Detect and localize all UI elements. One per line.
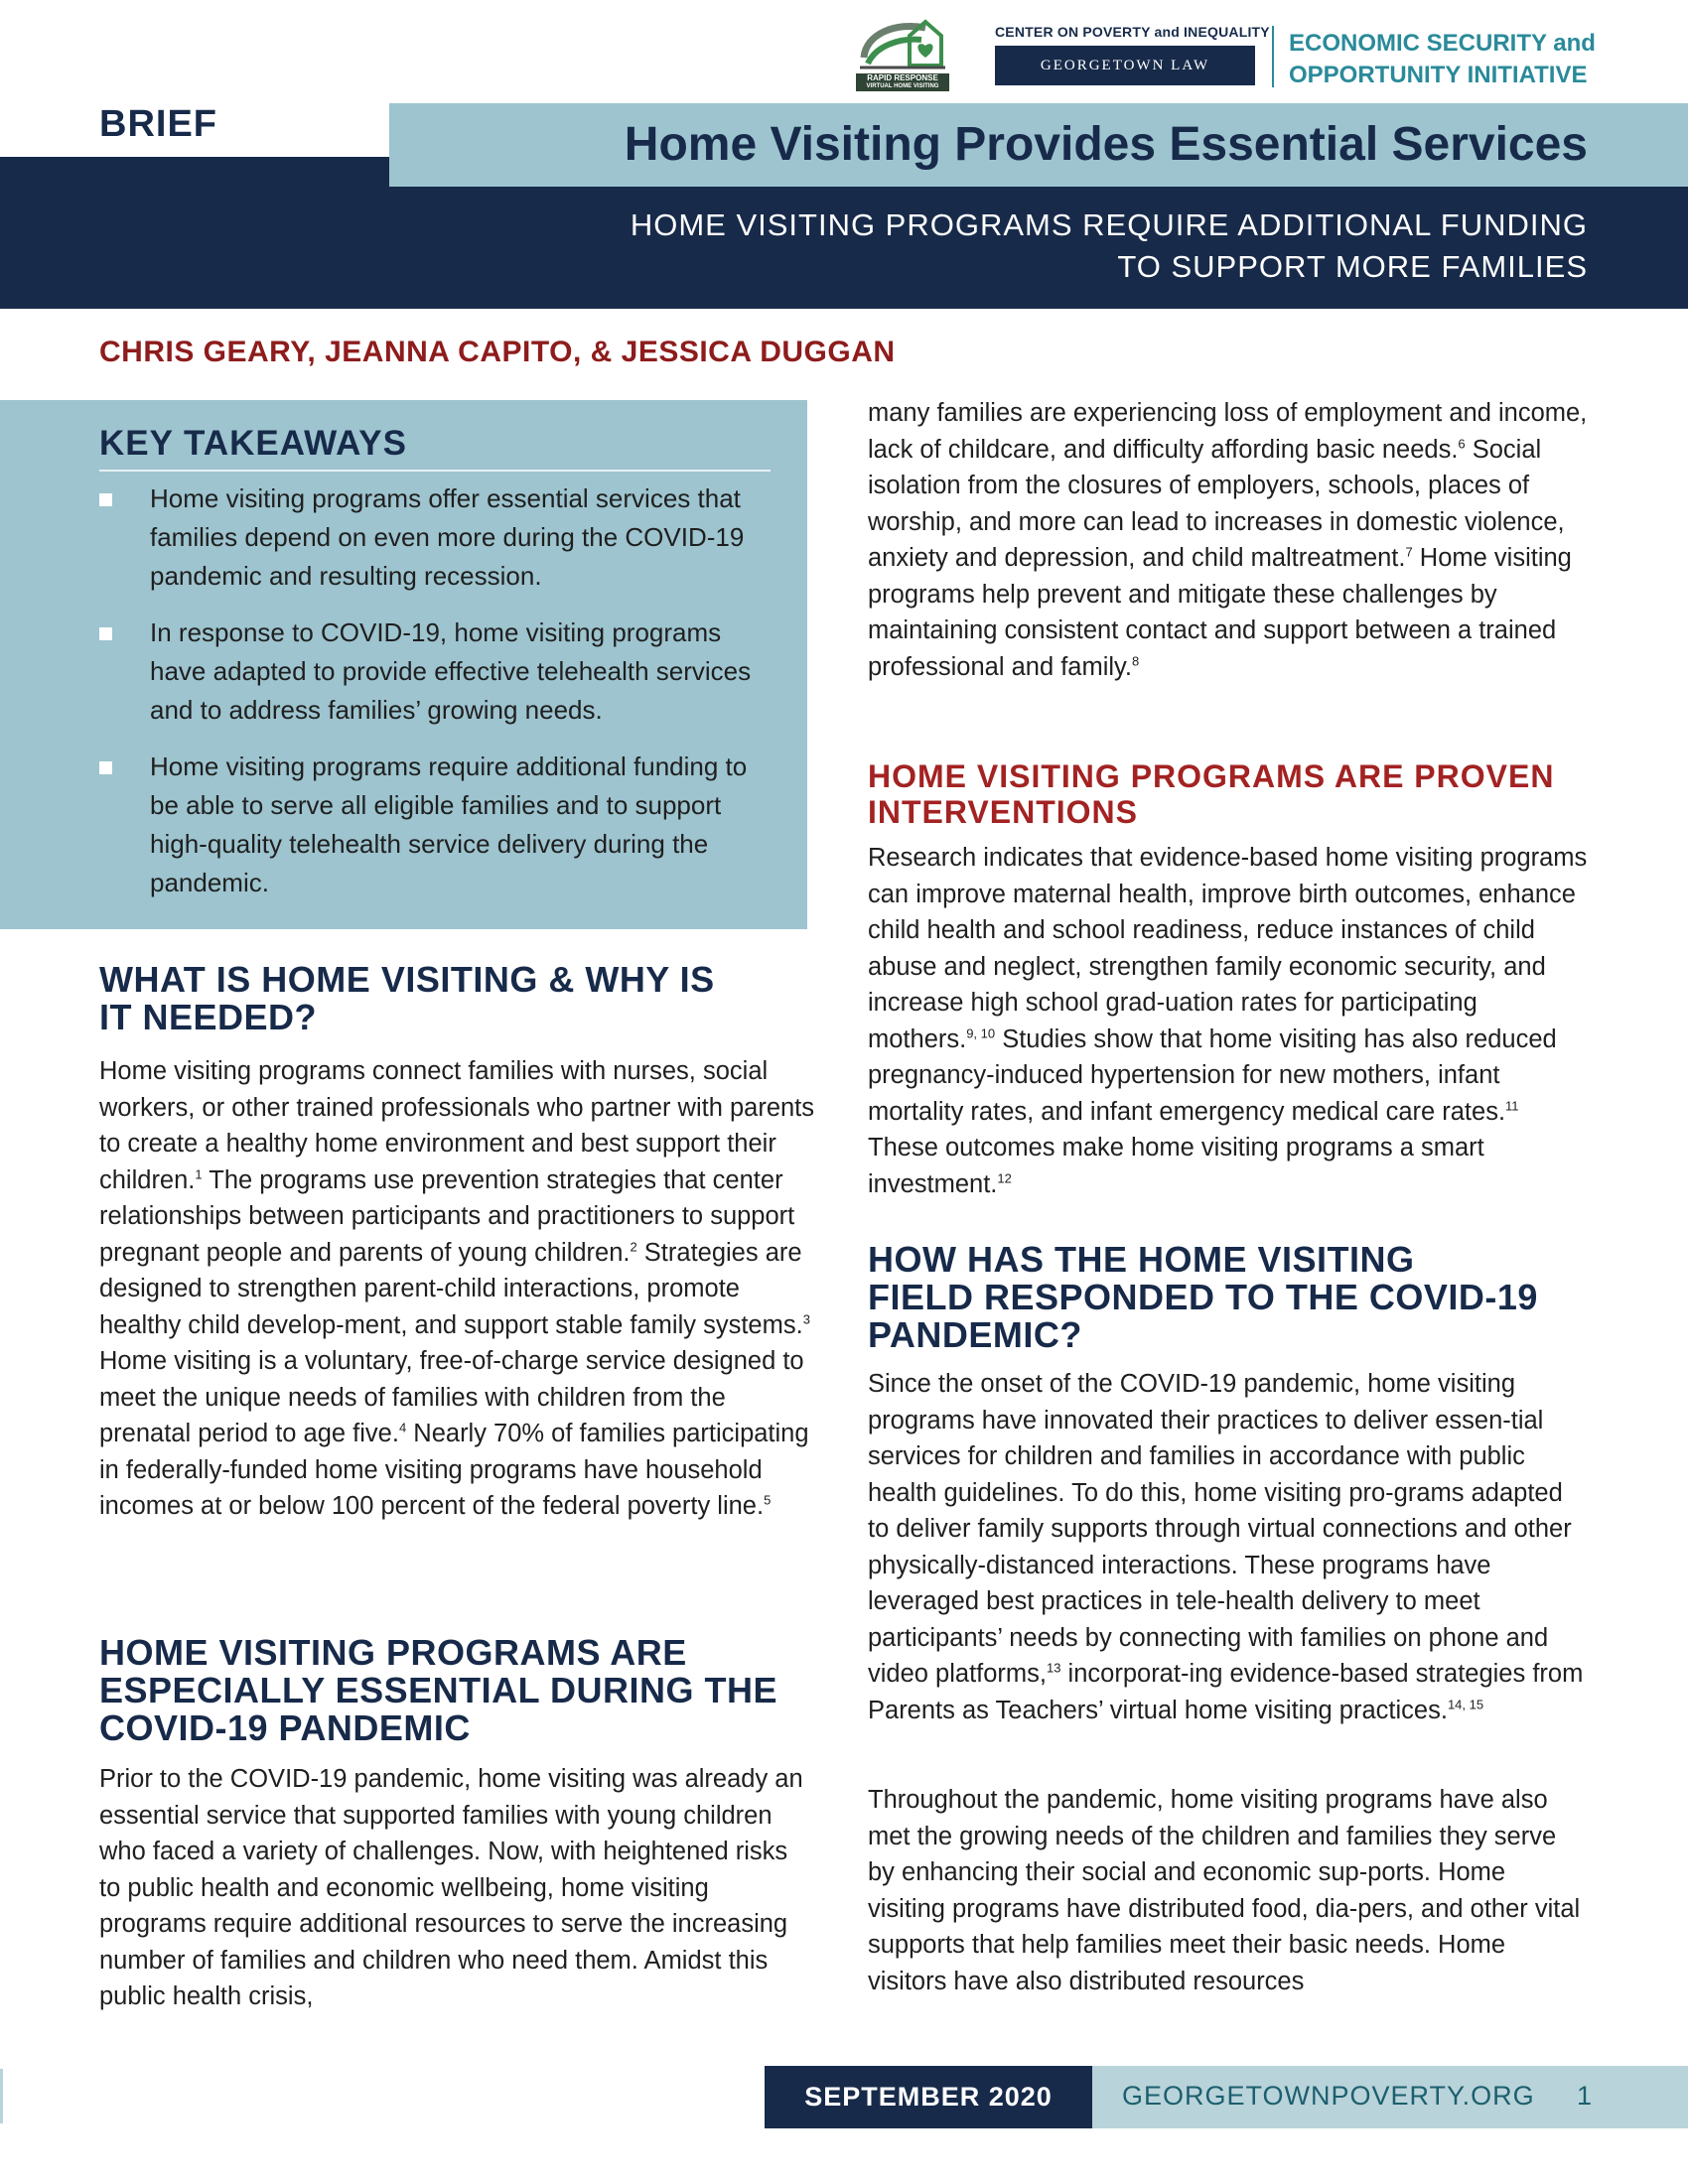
esoi-logo-line1: ECONOMIC SECURITY and xyxy=(1289,30,1596,57)
footnote-ref: 9, 10 xyxy=(966,1025,996,1040)
takeaway-text: Home visiting programs offer essential services that families depend on even more during the COVID-19 pandemic and resulting recession. xyxy=(150,483,745,591)
cpi-logo-title: CENTER ON POVERTY and INEQUALITY xyxy=(995,24,1270,40)
heading-line: ESPECIALLY ESSENTIAL DURING THE xyxy=(99,1670,777,1710)
paragraph-growing-needs: Throughout the pandemic, home visiting programs have also met the growing needs of the children and families they serve by enhancing their social and economic sup-ports. Home visiting programs have distributed food, dia-pers, and other vital supports that help families meet their basic needs. Home visitors have also distributed resources xyxy=(868,1786,1581,1995)
subtitle-line-1: HOME VISITING PROGRAMS REQUIRE ADDITIONAL FUNDING xyxy=(630,207,1588,242)
footnote-ref: 7 xyxy=(1405,544,1413,560)
square-bullet-icon xyxy=(99,493,112,506)
section-heading-especially-essential xyxy=(99,1634,834,1747)
takeaway-text: Home visiting programs require additional funding to be able to serve all eligible families and to support high-quality telehealth service delivery during the pandemic. xyxy=(150,751,748,897)
section-heading-what-is-home-visiting xyxy=(99,961,814,1036)
heading-line: HOME VISITING PROGRAMS ARE xyxy=(99,1632,687,1673)
text-run: Home visiting programs help prevent and mitigate these challenges by maintaining consistent contact and support between a trained professional and family. xyxy=(868,544,1572,681)
footer-band xyxy=(1092,2066,1688,2128)
paragraph-proven-interventions xyxy=(868,840,1589,1202)
takeaway-text: In response to COVID-19, home visiting programs have adapted to provide effective telehealth services and to address families’ growing needs. xyxy=(150,617,752,725)
text-run: The programs use prevention strategies that center relationships between participants and practitioners to support pregnant people and parents of young children. xyxy=(99,1165,795,1267)
key-takeaways-heading: KEY TAKEAWAYS xyxy=(99,424,407,463)
rapid-response-subcaption: VIRTUAL HOME VISITING xyxy=(866,83,939,89)
section-heading-field-responded xyxy=(868,1241,1589,1354)
heading-line: IT NEEDED? xyxy=(99,997,318,1037)
heading-line: HOW HAS THE HOME VISITING xyxy=(868,1239,1415,1280)
key-takeaways-list xyxy=(99,479,774,920)
key-takeaways-box xyxy=(0,400,807,929)
footnote-ref: 12 xyxy=(997,1170,1012,1185)
square-bullet-icon xyxy=(99,627,112,640)
footnote-ref: 4 xyxy=(398,1420,407,1435)
center-on-poverty-logo xyxy=(995,24,1270,85)
page-number: 1 xyxy=(1577,2081,1593,2111)
heading-line: INTERVENTIONS xyxy=(868,794,1138,830)
square-bullet-icon xyxy=(99,761,112,774)
brief-label: BRIEF xyxy=(99,103,217,145)
text-run: incorporat-ing evidence-based strategies from Parents as Teachers’ virtual home visiting practices. xyxy=(868,1660,1584,1724)
text-run: Home visiting programs connect families with nurses, social workers, or other trained professionals who partner with parents to create a healthy home environment and best support their children. xyxy=(99,1057,815,1194)
paragraph-field-responded xyxy=(868,1366,1589,1728)
footnote-ref: 13 xyxy=(1047,1660,1061,1676)
footer-url-link[interactable]: GEORGETOWNPOVERTY.ORG xyxy=(1122,2081,1535,2111)
georgetown-law-bar: GEORGETOWN LAW xyxy=(995,46,1255,85)
footnote-ref: 6 xyxy=(1458,436,1466,451)
key-takeaways-rule xyxy=(99,470,771,472)
footnote-ref: 1 xyxy=(195,1166,203,1181)
subtitle-line-2: TO SUPPORT MORE FAMILIES xyxy=(1117,249,1588,284)
heading-line: WHAT IS HOME VISITING & WHY IS xyxy=(99,959,715,1000)
footnote-ref: 8 xyxy=(1132,653,1140,668)
footer-date: SEPTEMBER 2020 xyxy=(765,2066,1092,2128)
esoi-logo-line2: OPPORTUNITY INITIATIVE xyxy=(1289,62,1588,88)
footnote-ref: 5 xyxy=(764,1492,772,1508)
paragraph-what-is-home-visiting xyxy=(99,1053,814,1525)
esoi-logo xyxy=(1289,28,1607,91)
paragraph-especially-essential: Prior to the COVID-19 pandemic, home visiting was already an essential service that supported families with young children who faced a variety of challenges. Now, with heightened risks to public health and economic wellbeing, home visiting programs require additional resources to serve the increasing number of families and children who need them. Amidst this public health crisis, xyxy=(99,1765,803,2010)
text-run: Since the onset of the COVID-19 pandemic, home visiting programs have innovated their practices to deliver essen-tial services for children and families in accordance with public health guidelines. To do this, home visiting pro-grams adapted to deliver family supports through virtual connections and other physically-distanced interactions. These programs have leveraged best practices in tele-health delivery to meet participants’ needs by connecting with families on phone and video platforms, xyxy=(868,1370,1572,1688)
subtitle xyxy=(631,205,1588,288)
text-run: Social isolation from the closures of employers, schools, places of worship, and more can lead to increases in domestic violence, anxiety and depression, and child maltreatment. xyxy=(868,435,1565,572)
takeaway-item xyxy=(99,614,774,730)
heading-line: HOME VISITING PROGRAMS ARE PROVEN xyxy=(868,758,1555,794)
takeaway-item xyxy=(99,748,774,902)
footnote-ref: 2 xyxy=(630,1239,637,1254)
text-run: These outcomes make home visiting programs a smart investment. xyxy=(868,1134,1484,1198)
heading-line: PANDEMIC? xyxy=(868,1314,1082,1355)
text-run: Strategies are designed to strengthen parent-child interactions, promote healthy child develop-ment, and support stable family systems. xyxy=(99,1238,803,1339)
logo-divider xyxy=(1272,26,1274,87)
footer-edge-line xyxy=(0,2069,3,2123)
text-run: Nearly 70% of families participating in federally-funded home visiting programs have household incomes at or below 100 percent of the federal poverty line. xyxy=(99,1420,809,1520)
page-title: Home Visiting Provides Essential Services xyxy=(624,118,1588,171)
footnote-ref: 3 xyxy=(802,1311,810,1326)
house-heart-icon xyxy=(856,14,949,73)
text-run: Studies show that home visiting has also reduced pregnancy-induced hypertension for new mothers, infant mortality rates, and infant emergency medical care rates. xyxy=(868,1024,1557,1126)
rapid-response-caption: RAPID RESPONSE xyxy=(867,73,938,82)
footnote-ref: 11 xyxy=(1505,1098,1519,1113)
authors: CHRIS GEARY, JEANNA CAPITO, & JESSICA DUGGAN xyxy=(99,336,896,368)
text-run: Research indicates that evidence-based home visiting programs can improve maternal health, improve birth outcomes, enhance child health and school readiness, reduce instances of child abuse and neglect, strengthen family economic security, and increase high school grad-uation rates for participating mothers. xyxy=(868,844,1588,1053)
takeaway-item xyxy=(99,479,774,596)
heading-line: COVID-19 PANDEMIC xyxy=(99,1707,471,1748)
section-heading-proven-interventions xyxy=(868,758,1589,830)
footnote-ref: 14, 15 xyxy=(1447,1697,1484,1711)
text-run: many families are experiencing loss of employment and income, lack of childcare, and difficulty affording basic needs. xyxy=(868,399,1588,464)
title-band xyxy=(389,103,1688,187)
rapid-response-logo xyxy=(856,14,949,89)
heading-line: FIELD RESPONDED TO THE COVID-19 xyxy=(868,1277,1538,1317)
paragraph-continued xyxy=(868,395,1589,685)
text-run: Home visiting is a voluntary, free-of-charge service designed to meet the unique needs of families with children from the prenatal period to age five. xyxy=(99,1347,804,1447)
